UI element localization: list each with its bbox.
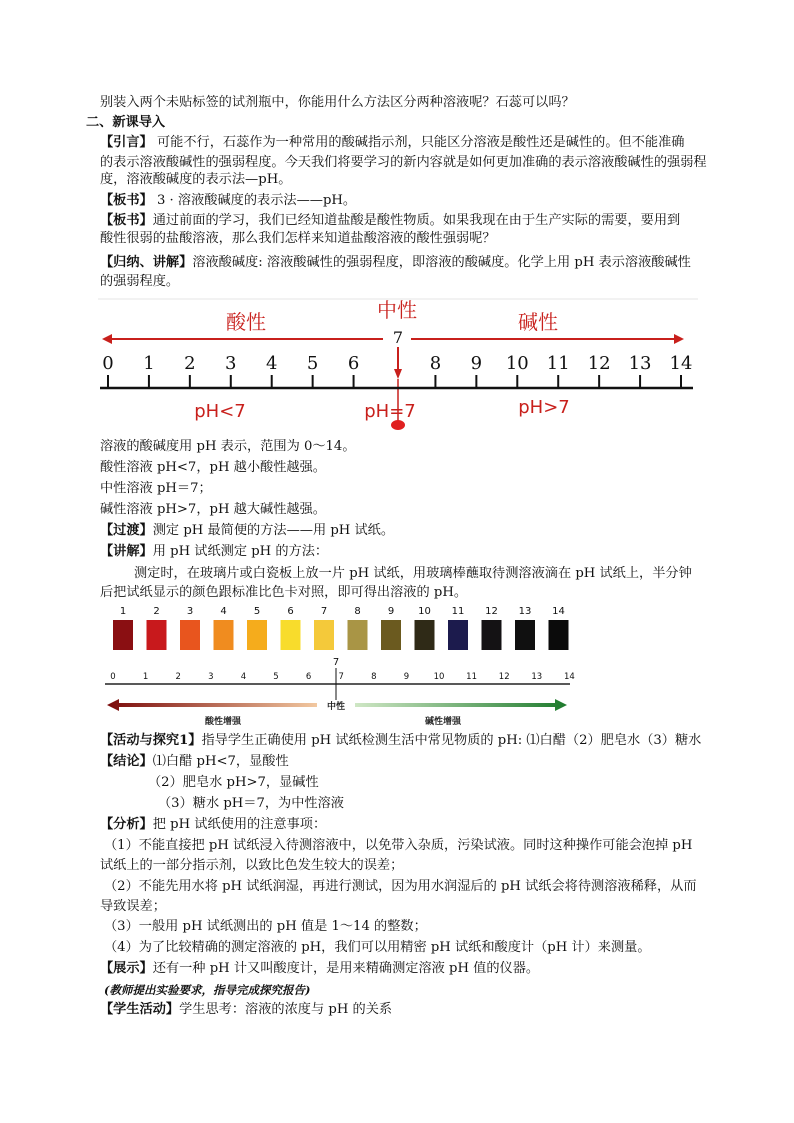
card-top-number: 5 xyxy=(253,606,261,617)
paragraph-range: 溶液的酸碱度用 pH 表示，范围为 0～14。 xyxy=(100,439,356,454)
card-scale-number: 4 xyxy=(240,672,247,682)
paragraph-conclusion-3: （3）糖水 pH＝7，为中性溶液 xyxy=(158,796,344,811)
paragraph-note-2-cont: 导致误差； xyxy=(100,899,166,914)
card-scale-number: 3 xyxy=(208,672,214,682)
ph-tick-label: 11 xyxy=(546,353,570,374)
card-scale-number: 9 xyxy=(403,672,410,682)
neutral-pointer-head xyxy=(394,369,402,379)
neutral-value: 7 xyxy=(392,328,404,347)
card-acid-text: 酸性增强 xyxy=(204,717,242,727)
paragraph-display: 【展示】还有一种 pH 计又叫酸度计，是用来精确测定溶液 pH 值的仪器。 xyxy=(100,961,540,976)
tag-student-activity: 【学生活动】 xyxy=(100,1002,180,1017)
ph-tick-label: 10 xyxy=(505,353,529,374)
paragraph-yinyan-cont2: 度，溶液酸碱度的表示法—pH。 xyxy=(100,172,292,187)
acid-gradient-arrow xyxy=(107,699,317,711)
card-scale-number: 8 xyxy=(371,672,377,682)
paragraph-guina: 【归纳、讲解】溶液酸碱度: 溶液酸碱性的强弱程度，即溶液的酸碱度。化学上用 pH 表示溶液酸碱性 xyxy=(100,255,691,270)
acid-label: 酸性 xyxy=(226,310,266,334)
ph-tick-label: 4 xyxy=(265,353,278,374)
ph-tick-label: 8 xyxy=(429,353,442,374)
card-scale-number: 6 xyxy=(305,672,312,682)
paragraph-note-1: （1）不能直接把 pH 试纸浸入待测溶液中，以免带入杂质，污染试液。同时这种操作可能会泡掉 pH xyxy=(104,838,693,853)
tag-jiangjie: 【讲解】 xyxy=(100,544,153,559)
base-label: 碱性 xyxy=(518,310,558,334)
paragraph-basic: 碱性溶液 pH>7，pH 越大碱性越强。 xyxy=(100,502,326,517)
card-scale-number: 0 xyxy=(110,672,116,682)
card-top-number: 7 xyxy=(320,606,328,617)
paragraph-teacher-note: (教师提出实验要求，指导完成探究报告) xyxy=(104,983,311,997)
paragraph-analysis: 【分析】把 pH 试纸使用的注意事项： xyxy=(100,817,327,832)
card-swatch xyxy=(482,620,502,650)
tag-activity: 【活动与探究1】 xyxy=(100,733,202,748)
card-scale-number: 7 xyxy=(338,672,344,682)
paragraph-guina-cont: 的强弱程度。 xyxy=(100,274,180,289)
card-swatch xyxy=(549,620,569,650)
ph-tick-label: 2 xyxy=(184,353,196,374)
card-scale-number: 5 xyxy=(273,672,279,682)
card-scale-number: 14 xyxy=(563,672,575,682)
card-top-number: 9 xyxy=(387,606,395,617)
tag-banshu: 【板书】 xyxy=(100,213,153,228)
tag-conclusion: 【结论】 xyxy=(100,754,153,769)
card-swatches xyxy=(113,620,569,650)
card-top-number: 12 xyxy=(485,606,498,617)
card-top-numbers xyxy=(120,606,565,617)
ph-scale-figure xyxy=(98,295,698,435)
card-scale-number: 2 xyxy=(175,672,181,682)
ph-tick-label: 1 xyxy=(143,353,155,374)
paragraph-conclusion-2: （2）肥皂水 pH>7，显碱性 xyxy=(148,775,319,790)
card-scale-number: 12 xyxy=(498,672,510,682)
card-base-text: 碱性增强 xyxy=(424,717,462,727)
card-top-number: 13 xyxy=(518,606,532,617)
tag-display: 【展示】 xyxy=(100,961,153,976)
ph-eq-label: pH=7 xyxy=(364,401,416,422)
card-scale-number: 1 xyxy=(142,672,149,682)
paragraph-acidic: 酸性溶液 pH<7，pH 越小酸性越强。 xyxy=(100,460,326,475)
paragraph-neutral: 中性溶液 pH＝7； xyxy=(100,481,212,496)
card-top-number: 4 xyxy=(220,606,227,617)
tag-yinyan: 【引言】 xyxy=(100,135,153,150)
paragraph-note-1-cont: 试纸上的一部分指示剂，以致比色发生较大的误差； xyxy=(100,858,404,873)
card-top-number: 2 xyxy=(153,606,160,617)
card-scale-number: 10 xyxy=(433,672,445,682)
tag-guina: 【归纳、讲解】 xyxy=(100,255,193,270)
card-top-number: 14 xyxy=(552,606,565,617)
ph-tick-label: 5 xyxy=(306,353,319,374)
card-swatch xyxy=(314,620,334,650)
acid-arrow-head xyxy=(102,334,112,344)
ph-gt-label: pH>7 xyxy=(518,397,570,418)
paragraph-banshu-2-cont: 酸性很弱的盐酸溶液，那么我们怎样来知道盐酸溶液的酸性强弱呢？ xyxy=(100,231,496,246)
section-heading: 二、新课导入 xyxy=(86,115,166,130)
paragraph-note-3: （3）一般用 pH 试纸测出的 pH 值是 1～14 的整数； xyxy=(104,919,427,934)
paragraph-note-2: （2）不能先用水将 pH 试纸润湿，再进行测试，因为用水润湿后的 pH 试纸会将待测溶液稀释，从而 xyxy=(104,879,697,894)
paragraph-method: 测定时，在玻璃片或白瓷板上放一片 pH 试纸，用玻璃棒蘸取待测溶液滴在 pH 试纸上，半分钟 xyxy=(134,566,692,581)
base-arrow-head xyxy=(674,334,684,344)
card-swatch xyxy=(147,620,167,650)
card-swatch xyxy=(515,620,535,650)
ph-lt-label: pH<7 xyxy=(194,401,246,422)
card-swatch xyxy=(247,620,267,650)
card-top-number: 11 xyxy=(451,606,465,617)
paragraph-guodu: 【过渡】测定 pH 最简便的方法——用 pH 试纸。 xyxy=(100,523,395,538)
card-top-number: 8 xyxy=(354,606,361,617)
card-scale-number: 11 xyxy=(466,672,478,682)
card-scale-number: 13 xyxy=(531,672,543,682)
ph-tick-label: 0 xyxy=(102,353,114,374)
paragraph-note-4: （4）为了比较精确的测定溶液的 pH，我们可以用精密 pH 试纸和酸度计（pH 计）来测量。 xyxy=(104,940,651,955)
card-neutral-value: 7 xyxy=(332,657,340,668)
paragraph-conclusion: 【结论】⑴白醋 pH<7，显酸性 xyxy=(100,754,289,769)
paragraph-yinyan: 【引言】 可能不行，石蕊作为一种常用的酸碱指示剂，只能区分溶液是酸性还是碱性的。但不能准确 xyxy=(100,135,685,150)
card-swatch xyxy=(113,620,133,650)
paragraph-intro-question: 别装入两个未贴标签的试剂瓶中，你能用什么方法区分两种溶液呢？石蕊可以吗？ xyxy=(100,95,575,110)
ph-tick-label: 6 xyxy=(347,353,360,374)
card-swatch xyxy=(448,620,468,650)
card-top-number: 10 xyxy=(418,606,431,617)
paragraph-banshu-2: 【板书】通过前面的学习，我们已经知道盐酸是酸性物质。如果我现在由于生产实际的需要，要用到 xyxy=(100,213,681,228)
tag-analysis: 【分析】 xyxy=(100,817,153,832)
paragraph-method-cont: 后把试纸显示的颜色跟标准比色卡对照，即可得出溶液的 pH。 xyxy=(100,585,468,600)
tag-guodu: 【过渡】 xyxy=(100,523,153,538)
card-top-number: 1 xyxy=(119,606,127,617)
paragraph-jiangjie: 【讲解】用 pH 试纸测定 pH 的方法： xyxy=(100,544,329,559)
card-neutral-text: 中性 xyxy=(326,702,346,712)
card-top-number: 6 xyxy=(287,606,294,617)
card-swatch xyxy=(415,620,435,650)
paragraph-student-activity: 【学生活动】学生思考：溶液的浓度与 pH 的关系 xyxy=(100,1002,393,1017)
ph-tick-label: 13 xyxy=(628,353,652,374)
card-swatch xyxy=(381,620,401,650)
card-swatch xyxy=(214,620,234,650)
paragraph-yinyan-cont: 的表示溶液酸碱性的强弱程度。今天我们将要学习的新内容就是如何更加准确的表示溶液酸碱性的强弱程 xyxy=(100,155,707,170)
paragraph-banshu-1: 【板书】 3 · 溶液酸碱度的表示法——pH。 xyxy=(100,193,357,208)
card-swatch xyxy=(281,620,301,650)
ph-color-card xyxy=(105,602,575,732)
card-swatch xyxy=(348,620,368,650)
paragraph-activity: 【活动与探究1】指导学生正确使用 pH 试纸检测生活中常见物质的 pH: ⑴白醋（2）肥皂水（3）糖水 xyxy=(100,733,702,748)
ph-tick-label: 3 xyxy=(225,353,237,374)
base-gradient-arrow xyxy=(355,699,567,711)
ph-tick-label: 12 xyxy=(587,353,611,374)
tag-banshu: 【板书】 xyxy=(100,193,153,208)
neutral-label: 中性 xyxy=(377,298,417,322)
card-scale-numbers xyxy=(110,672,575,682)
card-swatch xyxy=(180,620,200,650)
ph-tick-label: 14 xyxy=(669,353,693,374)
ph-tick-label: 9 xyxy=(470,353,483,374)
card-top-number: 3 xyxy=(186,606,194,617)
